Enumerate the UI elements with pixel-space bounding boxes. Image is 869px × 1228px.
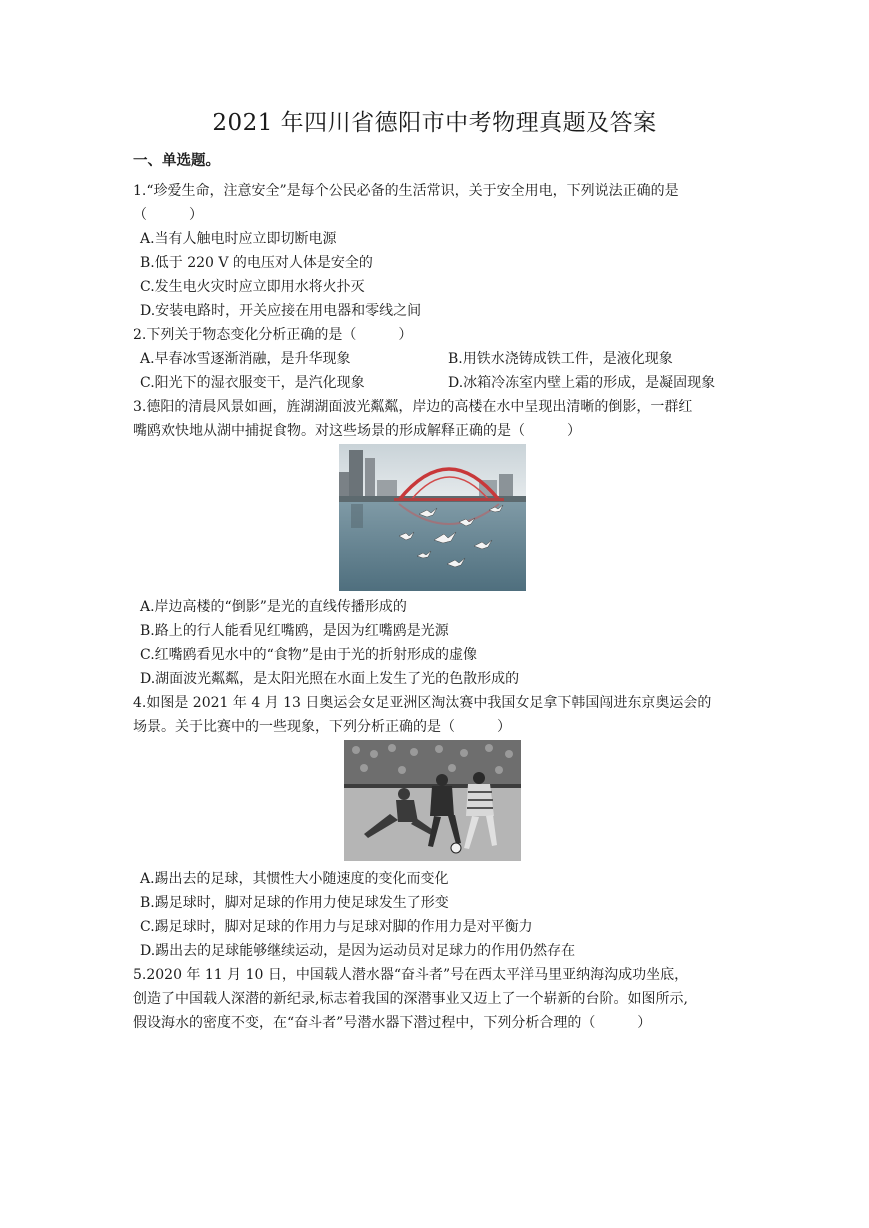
q2-option-a: A.早春冰雪逐渐消融，是升华现象 (140, 351, 351, 367)
q4-stem-line1: 4.如图是 2021 年 4 月 13 日奥运会女足亚洲区淘汰赛中我国女足拿下韩国闯进东京奥运会的 (133, 695, 712, 711)
q1-stem-line1: 1.“珍爱生命，注意安全”是每个公民必备的生活常识，关于安全用电，下列说法正确的是 (133, 183, 679, 199)
q1-option-c: C.发生电火灾时应立即用水将火扑灭 (140, 279, 365, 295)
q3-option-d: D.湖面波光粼粼，是太阳光照在水面上发生了光的色散形成的 (140, 671, 520, 687)
q5-line1: 5.2020 年 11 月 10 日，中国载人潜水器“奋斗者”号在西太平洋马里亚纳海沟成功坐底， (133, 967, 689, 983)
q3-option-a: A.岸边高楼的“倒影”是光的直线传播形成的 (140, 599, 407, 615)
football-match-photo (344, 740, 521, 861)
q2-option-d: D.冰箱冷冻室内壁上霜的形成，是凝固现象 (448, 375, 716, 391)
q4-option-d: D.踢出去的足球能够继续运动，是因为运动员对足球力的作用仍然存在 (140, 943, 576, 959)
q2-option-b: B.用铁水浇铸成铁工件，是液化现象 (448, 351, 673, 367)
q3-stem-line1: 3.德阳的清晨风景如画，旌湖湖面波光粼粼，岸边的高楼在水中呈现出清晰的倒影，一群红 (133, 399, 693, 415)
q4-option-a: A.踢出去的足球，其惯性大小随速度的变化而变化 (140, 871, 449, 887)
q1-option-a: A.当有人触电时应立即切断电源 (140, 231, 337, 247)
q2-option-c: C.阳光下的湿衣服变干，是汽化现象 (140, 375, 365, 391)
q2-stem: 2.下列关于物态变化分析正确的是（ ） (133, 327, 413, 343)
q4-option-b: B.踢足球时，脚对足球的作用力使足球发生了形变 (140, 895, 449, 911)
q5-line3: 假设海水的密度不变，在“奋斗者”号潜水器下潜过程中，下列分析合理的（ ） (133, 1015, 652, 1031)
q5-line2: 创造了中国载人深潜的新纪录,标志着我国的深潜事业又迈上了一个崭新的台阶。如图所示, (133, 991, 688, 1007)
lake-bridge-photo (339, 444, 526, 591)
section-heading: 一、单选题。 (133, 152, 220, 169)
q1-option-b: B.低于 220 V 的电压对人体是安全的 (140, 255, 373, 271)
q1-stem-line2: （ ） (133, 207, 203, 223)
q4-option-c: C.踢足球时，脚对足球的作用力与足球对脚的作用力是对平衡力 (140, 919, 533, 935)
page-title: 2021 年四川省德阳市中考物理真题及答案 (212, 110, 657, 136)
q3-option-b: B.路上的行人能看见红嘴鸥，是因为红嘴鸥是光源 (140, 623, 449, 639)
q1-option-d: D.安装电路时，开关应接在用电器和零线之间 (140, 303, 422, 319)
q3-option-c: C.红嘴鸥看见水中的“食物”是由于光的折射形成的虚像 (140, 647, 477, 663)
q4-stem-line2: 场景。关于比赛中的一些现象，下列分析正确的是（ ） (133, 719, 511, 735)
q3-stem-line2: 嘴鸥欢快地从湖中捕捉食物。对这些场景的形成解释正确的是（ ） (133, 423, 581, 439)
